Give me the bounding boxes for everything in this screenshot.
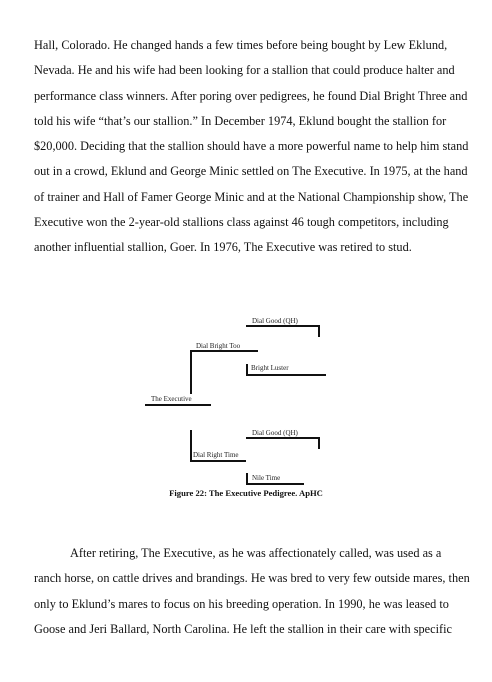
pedigree-line bbox=[318, 437, 320, 449]
text-line: Nevada. He and his wife had been looking for a stallion that could produce halter and bbox=[34, 63, 455, 78]
text-line: only to Eklund’s mares to focus on his breeding operation. In 1990, he was leased to bbox=[34, 596, 449, 611]
body-paragraph-1 bbox=[34, 33, 469, 261]
text-line: out in a crowd, Eklund and George Minic settled on The Executive. In 1975, at the hand bbox=[34, 164, 468, 179]
pedigree-line bbox=[190, 350, 192, 394]
pedigree-line bbox=[246, 374, 326, 376]
figure-caption: Figure 22: The Executive Pedigree. ApHC bbox=[169, 488, 323, 498]
pedigree-line bbox=[145, 404, 211, 406]
pedigree-dam-sire: Dial Good (QH) bbox=[252, 429, 298, 437]
text-line: After retiring, The Executive, as he was affectionately called, was used as a bbox=[70, 546, 442, 560]
text-line: another influential stallion, Goer. In 1976, The Executive was retired to stud. bbox=[34, 240, 412, 255]
pedigree-sire-dam: Bright Luster bbox=[251, 364, 289, 372]
text-line: ranch horse, on cattle drives and brandings. He was bred to very few outside mares, then bbox=[34, 571, 470, 586]
pedigree-dam-dam: Nile Time bbox=[252, 474, 281, 482]
text-line: Goose and Jeri Ballard, North Carolina. He left the stallion in their care with specific bbox=[34, 621, 452, 636]
pedigree-line bbox=[246, 483, 304, 485]
text-line: told his wife “that’s our stallion.” In December 1974, Eklund bought the stallion for bbox=[34, 113, 447, 128]
pedigree-chart bbox=[0, 300, 492, 490]
text-line: performance class winners. After poring over pedigrees, he found Dial Bright Three and bbox=[34, 88, 468, 103]
text-line: $20,000. Deciding that the stallion should have a more powerful name to help him stand bbox=[34, 139, 469, 154]
text-line: Executive won the 2-year-old stallions class against 46 tough competitors, including bbox=[34, 215, 449, 230]
pedigree-line bbox=[318, 325, 320, 337]
text-line: Hall, Colorado. He changed hands a few times before being bought by Lew Eklund, bbox=[34, 38, 448, 52]
pedigree-sire-sire: Dial Good (QH) bbox=[252, 317, 298, 325]
pedigree-subject: The Executive bbox=[151, 395, 192, 403]
pedigree-dam: Dial Right Time bbox=[193, 451, 239, 459]
body-paragraph-2 bbox=[34, 541, 470, 642]
pedigree-line bbox=[190, 460, 246, 462]
pedigree-sire: Dial Bright Too bbox=[196, 342, 241, 350]
pedigree-line bbox=[190, 350, 258, 352]
pedigree-line bbox=[246, 325, 320, 327]
text-line: of trainer and Hall of Famer George Minic and at the National Championship show, The bbox=[34, 189, 469, 204]
pedigree-line bbox=[246, 437, 320, 439]
pedigree-line bbox=[190, 430, 192, 462]
